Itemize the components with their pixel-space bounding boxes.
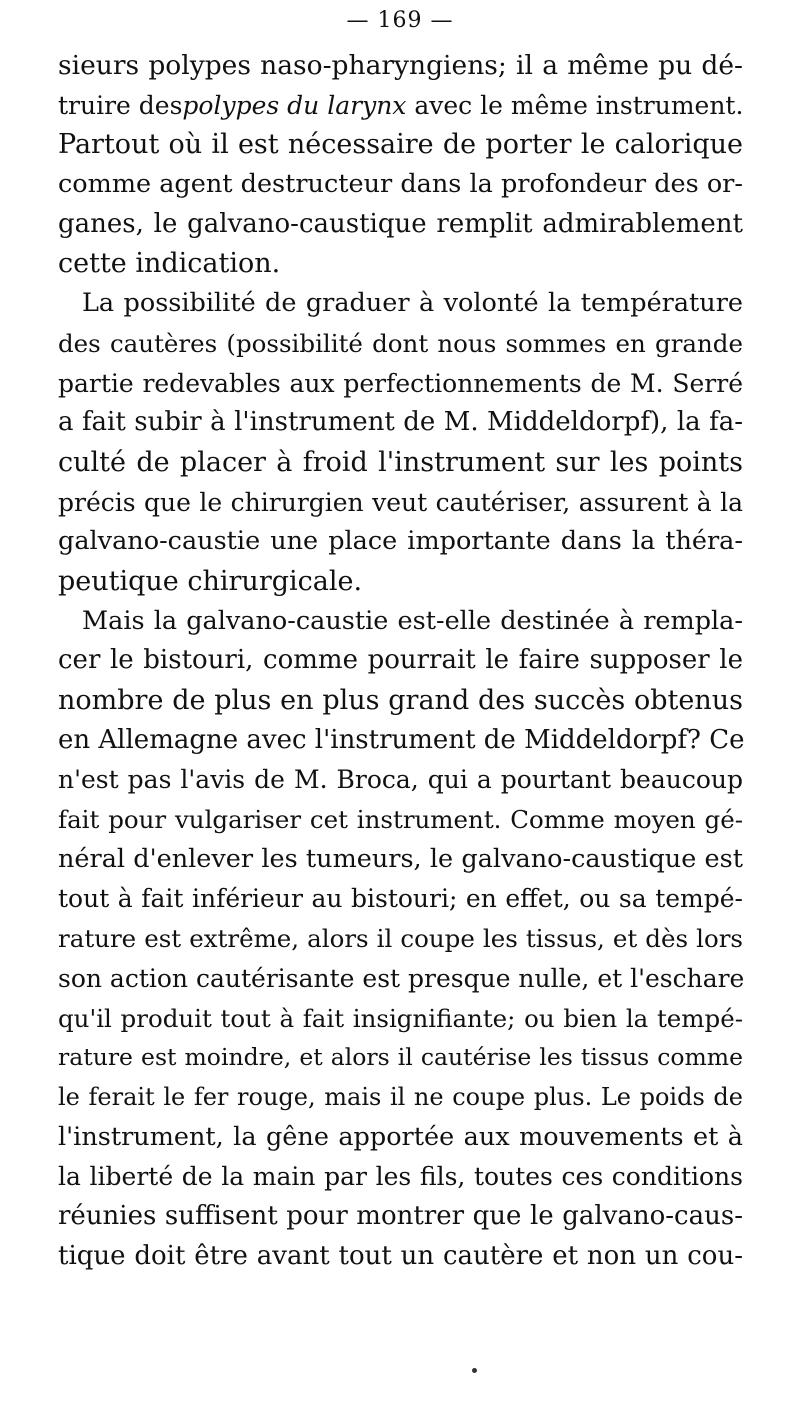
text-line: son action cautérisante est presque nulle, et l'eschare (58, 963, 745, 993)
text-line: tique doit être avant tout un cautère et non un cou- (58, 1240, 743, 1271)
text-line: en Allemagne avec l'instrument de Middeldorpf? Ce (58, 724, 745, 755)
text-line: ganes, le galvano-caustique remplit admirablement (58, 208, 743, 239)
text-line: a fait subir à l'instrument de M. Middeldorpf), la fa- (58, 407, 743, 438)
text-line: truire despolypes du larynx avec le même instrument. (58, 90, 744, 120)
text-line: cette indication. (58, 248, 281, 280)
text-line: réunies suffisent pour montrer que le galvano-caus- (58, 1200, 743, 1231)
text-line: rature est moindre, et alors il cautérise les tissus comme (58, 1043, 743, 1072)
text-line: le ferait le fer rouge, mais il ne coupe plus. Le poids de (58, 1082, 743, 1111)
page-number: — 169 — (346, 8, 454, 33)
text-line: rature est extrême, alors il coupe les tissus, et dès lors (58, 924, 743, 954)
text-line: l'instrument, la gêne apportée aux mouvements et à (58, 1121, 743, 1152)
text-line: comme agent destructeur dans la profondeur des or- (58, 169, 743, 200)
text-line: cer le bistouri, comme pourrait le faire supposer le (58, 645, 743, 676)
text-line: qu'il produit tout à fait insignifiante; ou bien la tempé- (58, 1003, 743, 1033)
text-line: tout à fait inférieur au bistouri; en effet, ou sa tempé- (58, 884, 743, 914)
text-line: des cautères (possibilité dont nous sommes en grande (58, 328, 743, 358)
text-line: peutique chirurgicale. (58, 565, 363, 597)
body-text (58, 46, 743, 1276)
text-line: la liberté de la main par les fils, toutes ces conditions (58, 1162, 743, 1192)
italic-phrase: polypes du larynx (182, 90, 407, 120)
text-line: culté de placer à froid l'instrument sur les points (58, 446, 743, 478)
text-line: nombre de plus en plus grand des succès obtenus (58, 685, 743, 716)
text-line: néral d'enlever les tumeurs, le galvano-caustique est (58, 843, 743, 874)
paragraph-start: Mais la galvano-caustie est-elle destinée à rempla- (82, 605, 743, 636)
text-line: galvano-caustie une place importante dans la théra- (58, 526, 743, 557)
text-line: sieurs polypes naso-pharyngiens; il a même pu dé- (58, 50, 743, 81)
ink-speck (472, 1368, 477, 1373)
paragraph-start: La possibilité de graduer à volonté la température (82, 288, 743, 319)
text-line: n'est pas l'avis de M. Broca, qui a pourtant beaucoup (58, 765, 743, 795)
text-line: partie redevables aux perfectionnements de M. Serré (58, 368, 743, 398)
text-line: Partout où il est nécessaire de porter le calorique (58, 129, 743, 161)
text-line: précis que le chirurgien veut cautériser, assurent à la (58, 487, 743, 517)
text-line: fait pour vulgariser cet instrument. Comme moyen gé- (58, 805, 743, 835)
